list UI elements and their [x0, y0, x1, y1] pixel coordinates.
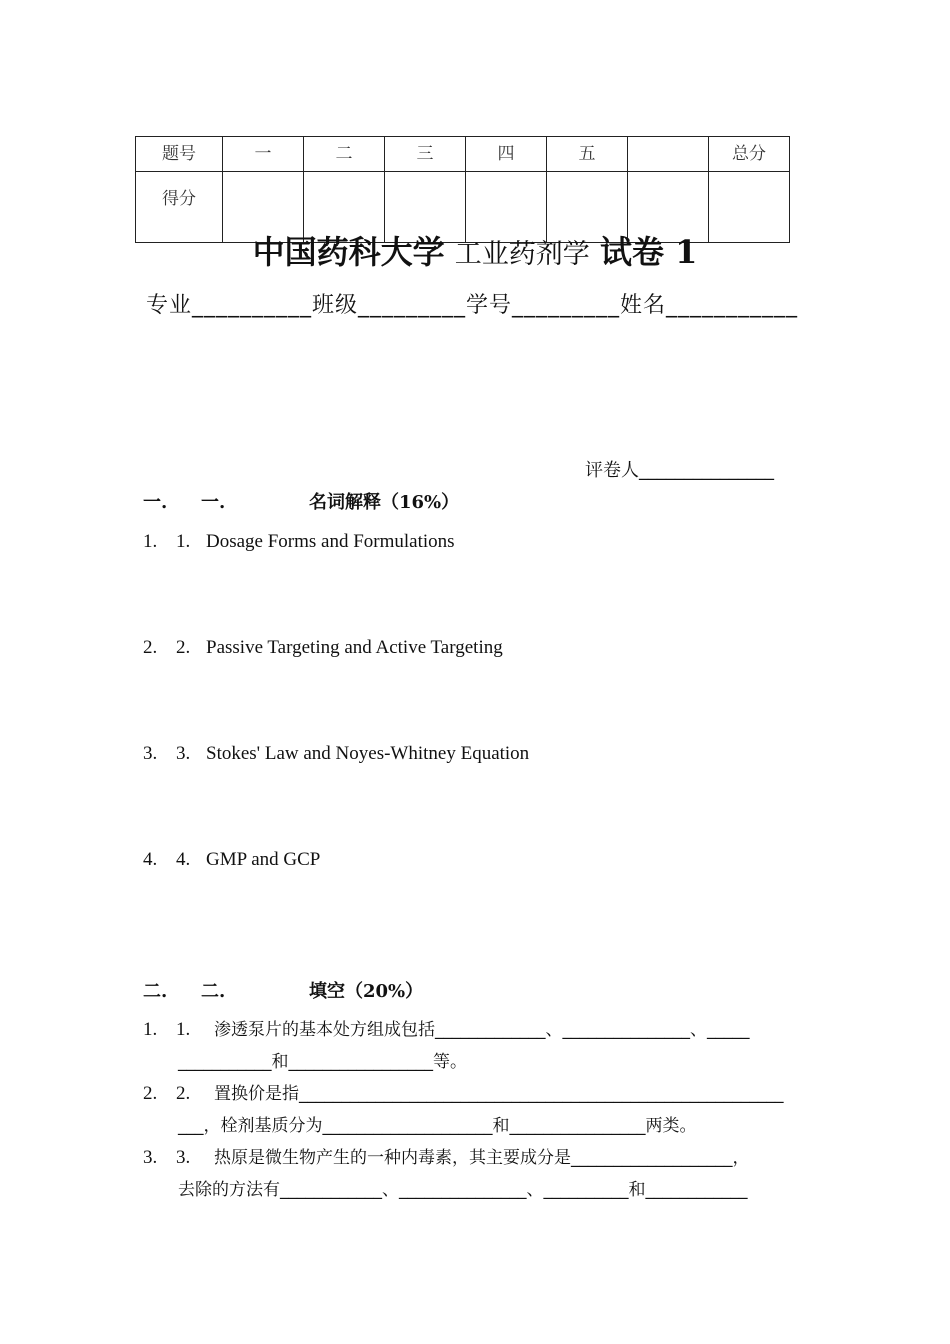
row-label: 得分: [136, 172, 223, 243]
term-item: [143, 743, 529, 765]
term-text: Passive Targeting and Active Targeting: [206, 637, 503, 658]
school-name: 中国药科大学: [252, 233, 445, 271]
section-title: 填空（20%）: [309, 981, 424, 1002]
course-name: 工业药剂学: [454, 239, 590, 270]
term-item: [143, 849, 320, 871]
score-table: [135, 136, 790, 243]
question-text: 渗透泵片的基本处方组成包括_____________、_______________、_____: [214, 1020, 750, 1040]
header-cell: [628, 137, 709, 172]
fill-blank-item: [143, 1078, 813, 1142]
exam-title: [0, 228, 950, 279]
score-table-header-row: [136, 137, 790, 172]
question-text: 置换价是指_________________________________________________________: [214, 1084, 784, 1104]
item-number: 4.: [176, 849, 191, 870]
section-number: 二.: [201, 981, 226, 1002]
header-cell: 三: [385, 137, 466, 172]
question-text-continued: 去除的方法有____________、_______________、__________和____________: [178, 1180, 748, 1200]
term-text: GMP and GCP: [206, 849, 321, 870]
item-number: 1.: [176, 1019, 191, 1040]
term-item: [143, 637, 503, 659]
section-number: 一.: [143, 492, 168, 513]
item-number: 1.: [176, 531, 191, 552]
section-number: 二.: [143, 981, 168, 1002]
header-cell: 二: [304, 137, 385, 172]
fill-blank-item: [143, 1142, 813, 1206]
section-title: 名词解释（16%）: [309, 492, 460, 513]
header-cell: 四: [466, 137, 547, 172]
header-cell: 一: [223, 137, 304, 172]
item-number: 3.: [176, 1147, 191, 1168]
item-number: 4.: [143, 849, 158, 870]
item-number: 2.: [176, 637, 191, 658]
header-cell: 题号: [136, 137, 223, 172]
header-cell: 总分: [709, 137, 790, 172]
question-text-continued: ___，栓剂基质分为____________________和________________两类。: [178, 1116, 697, 1136]
item-number: 3.: [176, 743, 191, 764]
fill-blank-item: [143, 1014, 813, 1078]
question-text-continued: ___________和_________________等。: [178, 1052, 467, 1072]
item-number: 3.: [143, 1147, 158, 1168]
item-number: 1.: [143, 1019, 158, 1040]
section-1-heading: [143, 488, 459, 514]
item-number: 3.: [143, 743, 158, 764]
item-number: 1.: [143, 531, 158, 552]
term-item: [143, 531, 455, 553]
header-cell: 五: [547, 137, 628, 172]
term-text: Dosage Forms and Formulations: [206, 531, 455, 552]
term-text: Stokes' Law and Noyes-Whitney Equation: [206, 743, 530, 764]
grader-line: 评卷人_______________: [585, 460, 774, 481]
item-number: 2.: [143, 1083, 158, 1104]
paper-number: 试卷 1: [599, 233, 698, 271]
item-number: 2.: [143, 637, 158, 658]
item-number: 2.: [176, 1083, 191, 1104]
student-info-line: 专业__________班级_________学号_________姓名___________: [146, 293, 799, 318]
question-text: 热原是微生物产生的一种内毒素，其主要成分是___________________，: [214, 1148, 750, 1168]
section-number: 一.: [201, 492, 226, 513]
section-2-heading: [143, 977, 423, 1003]
